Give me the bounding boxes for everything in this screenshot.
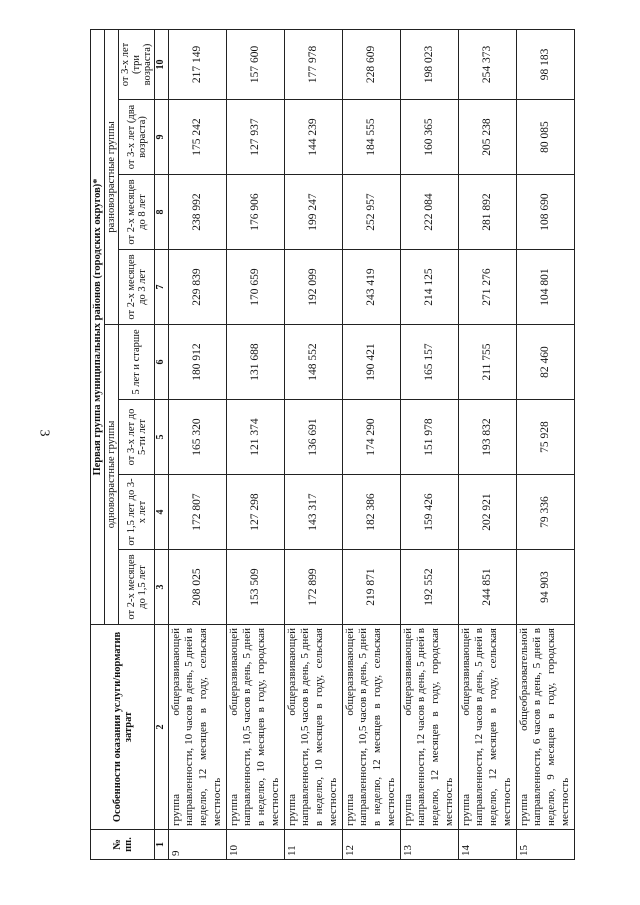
column-number: 9 <box>155 100 169 175</box>
cost-value: 79 336 <box>516 475 574 550</box>
row-description: группа общеразвивающей направленности, 12 часов в день, 5 дней в неделю, 12 месяцев в году, сельская местность <box>458 625 516 830</box>
cost-value: 214 125 <box>400 250 458 325</box>
cost-value: 271 276 <box>458 250 516 325</box>
cost-norms-table <box>90 29 575 860</box>
cost-value: 82 460 <box>516 325 574 400</box>
row-number: 14 <box>458 830 516 860</box>
cost-value: 192 099 <box>284 250 342 325</box>
row-description: группа общеразвивающей направленности, 10,5 часов в день, 5 дней в неделю, 10 месяцев в году, сельская местность <box>284 625 342 830</box>
cost-value: 172 807 <box>168 475 226 550</box>
cost-value: 184 555 <box>342 100 400 175</box>
row-description: группа общеразвивающей направленности, 10 часов в день, 5 дней в неделю, 12 месяцев в году, сельская местность <box>168 625 226 830</box>
row-description: группа общеразвивающей направленности, 12 часов в день, 5 дней в неделю, 12 месяцев в году, городская местность <box>400 625 458 830</box>
header-sub: от 2-х месяцев до 8 лет <box>119 175 155 250</box>
cost-value: 165 320 <box>168 400 226 475</box>
cost-value: 127 298 <box>226 475 284 550</box>
header-sub: 5 лет и старше <box>119 325 155 400</box>
cost-value: 94 903 <box>516 550 574 625</box>
table-row <box>168 29 226 859</box>
row-number: 10 <box>226 830 284 860</box>
cost-value: 205 238 <box>458 100 516 175</box>
cost-value: 98 183 <box>516 29 574 99</box>
header-sub: от 1,5 лет до 3-х лет <box>119 475 155 550</box>
cost-value: 252 957 <box>342 175 400 250</box>
cost-value: 121 374 <box>226 400 284 475</box>
table-row <box>284 29 342 859</box>
column-number: 4 <box>155 475 169 550</box>
header-col-features: Особенности оказания услуги/норматив затрат <box>91 625 155 830</box>
column-number: 10 <box>155 29 169 99</box>
cost-value: 127 937 <box>226 100 284 175</box>
cost-value: 182 386 <box>342 475 400 550</box>
header-sub: от 2-х месяцев до 1,5 лет <box>119 550 155 625</box>
table-row <box>516 29 574 859</box>
cost-value: 192 552 <box>400 550 458 625</box>
cost-value: 254 373 <box>458 29 516 99</box>
cost-value: 193 832 <box>458 400 516 475</box>
header-group-title: Первая группа муниципальных районов (городских округов)* <box>91 29 105 624</box>
header-col-no: № пп. <box>91 830 155 860</box>
header-same-age: одновозрастные группы <box>105 325 119 625</box>
cost-value: 143 317 <box>284 475 342 550</box>
page-number: 3 <box>36 429 52 437</box>
header-column-numbers <box>155 29 169 859</box>
column-number: 7 <box>155 250 169 325</box>
row-number: 12 <box>342 830 400 860</box>
cost-value: 153 509 <box>226 550 284 625</box>
cost-value: 175 242 <box>168 100 226 175</box>
row-number: 9 <box>168 830 226 860</box>
header-sub: от 2-х месяцев до 3 лет <box>119 250 155 325</box>
table-row <box>342 29 400 859</box>
row-description: группа общеобразовательной направленности, 6 часов в день, 5 дней в неделю, 9 месяцев в году, городская местность <box>516 625 574 830</box>
cost-value: 180 912 <box>168 325 226 400</box>
cost-value: 151 978 <box>400 400 458 475</box>
cost-value: 80 085 <box>516 100 574 175</box>
cost-value: 219 871 <box>342 550 400 625</box>
cost-value: 202 921 <box>458 475 516 550</box>
cost-value: 136 691 <box>284 400 342 475</box>
column-number: 1 <box>155 830 169 860</box>
cost-value: 172 899 <box>284 550 342 625</box>
column-number: 5 <box>155 400 169 475</box>
header-sub: от 3-х лет (три возраста) <box>119 29 155 99</box>
row-description: группа общеразвивающей направленности, 10,5 часов в день, 5 дней в неделю, 12 месяцев в году, сельская местность <box>342 625 400 830</box>
table-row <box>226 29 284 859</box>
column-number: 6 <box>155 325 169 400</box>
cost-value: 217 149 <box>168 29 226 99</box>
cost-value: 104 801 <box>516 250 574 325</box>
cost-value: 131 688 <box>226 325 284 400</box>
cost-value: 190 421 <box>342 325 400 400</box>
column-number: 8 <box>155 175 169 250</box>
cost-value: 170 659 <box>226 250 284 325</box>
table-body <box>168 29 574 859</box>
cost-value: 159 426 <box>400 475 458 550</box>
cost-value: 144 239 <box>284 100 342 175</box>
cost-value: 199 247 <box>284 175 342 250</box>
cost-value: 228 609 <box>342 29 400 99</box>
cost-value: 108 690 <box>516 175 574 250</box>
cost-value: 165 157 <box>400 325 458 400</box>
header-sub: от 3-х лет (два возраста) <box>119 100 155 175</box>
cost-value: 160 365 <box>400 100 458 175</box>
cost-value: 174 290 <box>342 400 400 475</box>
cost-value: 222 084 <box>400 175 458 250</box>
cost-value: 148 552 <box>284 325 342 400</box>
cost-value: 281 892 <box>458 175 516 250</box>
cost-value: 238 992 <box>168 175 226 250</box>
row-number: 13 <box>400 830 458 860</box>
cost-value: 75 928 <box>516 400 574 475</box>
rotated-table-container <box>90 30 610 860</box>
cost-value: 208 025 <box>168 550 226 625</box>
cost-value: 243 419 <box>342 250 400 325</box>
cost-value: 229 839 <box>168 250 226 325</box>
row-number: 15 <box>516 830 574 860</box>
header-sub: от 3-х лет до 5-ти лет <box>119 400 155 475</box>
row-number: 11 <box>284 830 342 860</box>
cost-value: 177 978 <box>284 29 342 99</box>
column-number: 2 <box>155 625 169 830</box>
header-mixed-age: разновозрастные группы <box>105 29 119 324</box>
table-row <box>458 29 516 859</box>
cost-value: 211 755 <box>458 325 516 400</box>
cost-value: 157 600 <box>226 29 284 99</box>
row-description: группа общеразвивающей направленности, 10,5 часов в день, 5 дней в неделю, 10 месяцев в году, городская местность <box>226 625 284 830</box>
cost-value: 198 023 <box>400 29 458 99</box>
table-row <box>400 29 458 859</box>
header-row-1 <box>91 29 105 859</box>
cost-value: 244 851 <box>458 550 516 625</box>
cost-value: 176 906 <box>226 175 284 250</box>
column-number: 3 <box>155 550 169 625</box>
